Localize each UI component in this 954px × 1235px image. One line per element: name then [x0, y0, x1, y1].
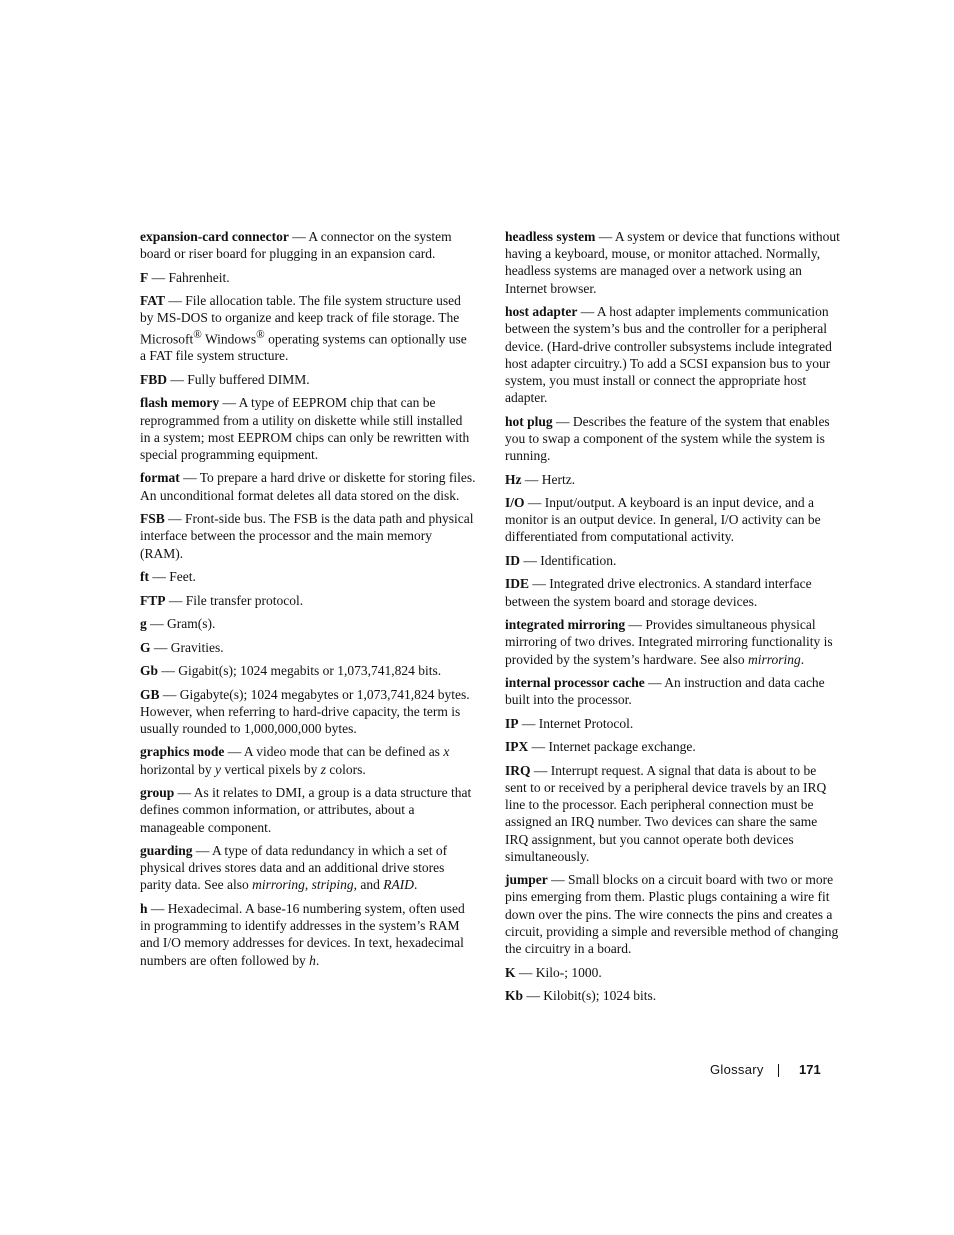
definition-text: — Gigabit(s); 1024 megabits or 1,073,741,824 bits. — [158, 663, 442, 679]
definition-text: — Front-side bus. The FSB is the data path and physical interface between the processor and the main memory (RAM). — [140, 511, 474, 561]
definition-text: — Gravities. — [150, 639, 224, 655]
definition-text: . — [800, 651, 805, 667]
glossary-term: group — [140, 785, 175, 801]
definition-text: operating systems can optionally use a FAT file system structure. — [140, 331, 467, 364]
glossary-term: headless system — [505, 229, 596, 244]
glossary-term: IPX — [505, 739, 529, 755]
italic-reference: mirroring — [747, 651, 801, 667]
definition-text: — Feet. — [149, 569, 196, 585]
definition-text: Windows — [201, 331, 257, 347]
italic-reference: z — [320, 761, 326, 777]
definition-text: — Identification. — [520, 552, 617, 568]
glossary-term: g — [140, 616, 147, 632]
glossary-term: IRQ — [505, 762, 531, 778]
glossary-term: internal processor cache — [505, 675, 645, 691]
glossary-term: integrated mirroring — [505, 617, 626, 633]
definition-text: — As it relates to DMI, a group is a data structure that defines common information, or attributes, about a manageable component. — [140, 785, 472, 835]
glossary-entry — [505, 616, 841, 668]
definition-text: — Gram(s). — [146, 616, 216, 632]
italic-reference: x — [443, 744, 450, 760]
glossary-term: IP — [505, 715, 519, 731]
glossary-entry — [140, 269, 476, 286]
glossary-term: hot plug — [505, 413, 553, 429]
glossary-term: Kb — [505, 988, 524, 1004]
definition-text: , — [304, 877, 312, 893]
definition-text: — File allocation table. The file system structure used by MS-DOS to organize and keep track of file storage. The Microsoft — [140, 293, 461, 347]
glossary-entry — [140, 662, 476, 679]
definition-text: — Interrupt request. A signal that data is about to be sent to or received by a peripheral device travels by an IRQ line to the processor. Each peripheral connection must be assigned an IRQ number. Two devices can share the same IRQ assignment, but you cannot operate both devices simultaneously. — [505, 762, 827, 864]
glossary-entry — [140, 228, 476, 262]
glossary-term: FSB — [140, 511, 165, 527]
glossary-term: h — [140, 900, 148, 916]
definition-text: — A type of EEPROM chip that can be reprogrammed from a utility on diskette while still installed in a system; most EEPROM chips can only be rewritten with special programming equipment. — [140, 395, 470, 462]
glossary-term: format — [140, 470, 180, 486]
glossary-entry — [140, 639, 476, 656]
definition-text: — File transfer protocol. — [165, 592, 304, 608]
glossary-term: G — [140, 639, 151, 655]
definition-text: vertical pixels by — [220, 761, 321, 777]
page-number: 171 — [799, 1062, 821, 1077]
glossary-entry — [505, 471, 841, 488]
definition-text: — A type of data redundancy in which a set of physical drives stores data and an additional drive stores parity data. See also — [140, 843, 448, 893]
definition-text: — Describes the feature of the system that enables you to swap a component of the system while the system is running. — [505, 413, 830, 464]
glossary-term: I/O — [505, 495, 525, 511]
footer-section-title: Glossary — [710, 1062, 764, 1077]
definition-text: — Kilobit(s); 1024 bits. — [523, 988, 657, 1004]
glossary-entry — [140, 900, 476, 969]
definition-text: — Internet package exchange. — [528, 739, 696, 755]
glossary-entry — [140, 592, 476, 609]
footer-divider — [778, 1064, 779, 1077]
glossary-term: flash memory — [140, 395, 220, 411]
definition-text: — Input/output. A keyboard is an input device, and a monitor is an output device. In general, I/O activity can be differentiated from computational activity. — [505, 495, 821, 545]
glossary-entry — [140, 743, 476, 777]
glossary-entry — [505, 871, 841, 957]
italic-reference: striping — [311, 877, 354, 893]
definition-text: — Hertz. — [521, 471, 576, 487]
glossary-term: expansion-card connector — [140, 229, 289, 244]
glossary-term: FBD — [140, 371, 167, 387]
glossary-term: guarding — [140, 843, 193, 859]
definition-text: — Kilo-; 1000. — [515, 964, 602, 980]
italic-reference: y — [214, 761, 221, 777]
glossary-term: Gb — [140, 663, 159, 679]
glossary-entry — [140, 292, 476, 364]
definition-text: colors. — [325, 761, 366, 777]
glossary-entry — [140, 469, 476, 503]
glossary-entry — [140, 394, 476, 463]
glossary-entry — [140, 510, 476, 562]
glossary-entry — [505, 575, 841, 609]
glossary-term: ft — [140, 569, 149, 585]
glossary-entry — [140, 842, 476, 894]
definition-text: — Provides simultaneous physical mirroring of two drives. Integrated mirroring functionality is provided by the system’s hardware. See also — [505, 617, 833, 667]
definition-text: — An instruction and data cache built into the processor. — [505, 675, 825, 708]
glossary-entry — [505, 762, 841, 865]
definition-text: — Small blocks on a circuit board with two or more pins emerging from them. Plastic plugs containing a wire fit down over the pins. The wire connects the pins and creates a circuit, providing a simple and reversible method of changing the circuitry in a board. — [505, 872, 839, 957]
definition-text: — A connector on the system board or riser board for plugging in an expansion card. — [140, 229, 452, 262]
definition-text: — A video mode that can be defined as — [224, 744, 444, 760]
definition-text: — A host adapter implements communication between the system’s bus and the controller for a peripheral device. (Hard-drive controller subsystems include integrated host adapter circuitry.) To add a SCSI expansion bus to your system, you must install or connect the appropriate host adapter. — [505, 304, 832, 406]
definition-text: horizontal by — [140, 761, 215, 777]
glossary-entry — [505, 674, 841, 708]
glossary-entry — [505, 715, 841, 732]
glossary-term: K — [505, 964, 516, 980]
glossary-entry — [505, 738, 841, 755]
glossary-term: ID — [505, 552, 521, 568]
definition-text: — Hexadecimal. A base-16 numbering system, often used in programming to identify addresses in the system’s RAM and I/O memory addresses for devices. In text, hexadecimal numbers are often followed by — [140, 900, 465, 968]
glossary-term: GB — [140, 686, 160, 702]
definition-text: — Fahrenheit. — [148, 269, 230, 285]
glossary-entry — [505, 228, 841, 297]
glossary-entry — [140, 784, 476, 836]
glossary-entry — [140, 615, 476, 632]
glossary-entry — [505, 494, 841, 546]
definition-text: — Gigabyte(s); 1024 megabytes or 1,073,741,824 bytes. However, when referring to hard-drive capacity, the term is usually rounded to 1,000,000,000 bytes. — [140, 686, 470, 736]
registered-mark: ® — [193, 328, 202, 341]
glossary-term: FAT — [140, 293, 165, 309]
definition-text: — To prepare a hard drive or diskette for storing files. An unconditional format deletes all data stored on the disk. — [140, 470, 476, 503]
glossary-term: host adapter — [505, 304, 578, 320]
glossary-term: FTP — [140, 592, 166, 608]
definition-text: — Fully buffered DIMM. — [167, 371, 310, 387]
italic-reference: mirroring — [252, 877, 305, 893]
glossary-entry — [505, 413, 841, 465]
definition-text: . — [414, 877, 418, 893]
glossary-term: IDE — [505, 576, 530, 592]
glossary-term: Hz — [505, 471, 522, 487]
glossary-term: F — [140, 269, 149, 285]
glossary-term: jumper — [505, 872, 548, 888]
definition-text: — A system or device that functions without having a keyboard, mouse, or monitor attached. Normally, headless systems are managed over a network using an Internet browser. — [505, 229, 840, 296]
glossary-right-column — [505, 228, 841, 1011]
glossary-entry — [140, 568, 476, 585]
definition-text: , and — [353, 877, 384, 893]
glossary-entry — [140, 686, 476, 738]
definition-text: . — [315, 952, 320, 968]
registered-mark: ® — [256, 328, 265, 341]
italic-reference: h — [309, 952, 316, 968]
glossary-term: graphics mode — [140, 744, 225, 760]
glossary-entry — [505, 552, 841, 569]
italic-reference: RAID — [383, 877, 414, 893]
glossary-left-column — [140, 228, 476, 975]
glossary-entry — [140, 371, 476, 388]
definition-text: — Integrated drive electronics. A standard interface between the system board and storage devices. — [505, 576, 812, 609]
definition-text: — Internet Protocol. — [518, 715, 634, 731]
glossary-entry — [505, 987, 841, 1004]
glossary-entry — [505, 303, 841, 406]
glossary-entry — [505, 964, 841, 981]
